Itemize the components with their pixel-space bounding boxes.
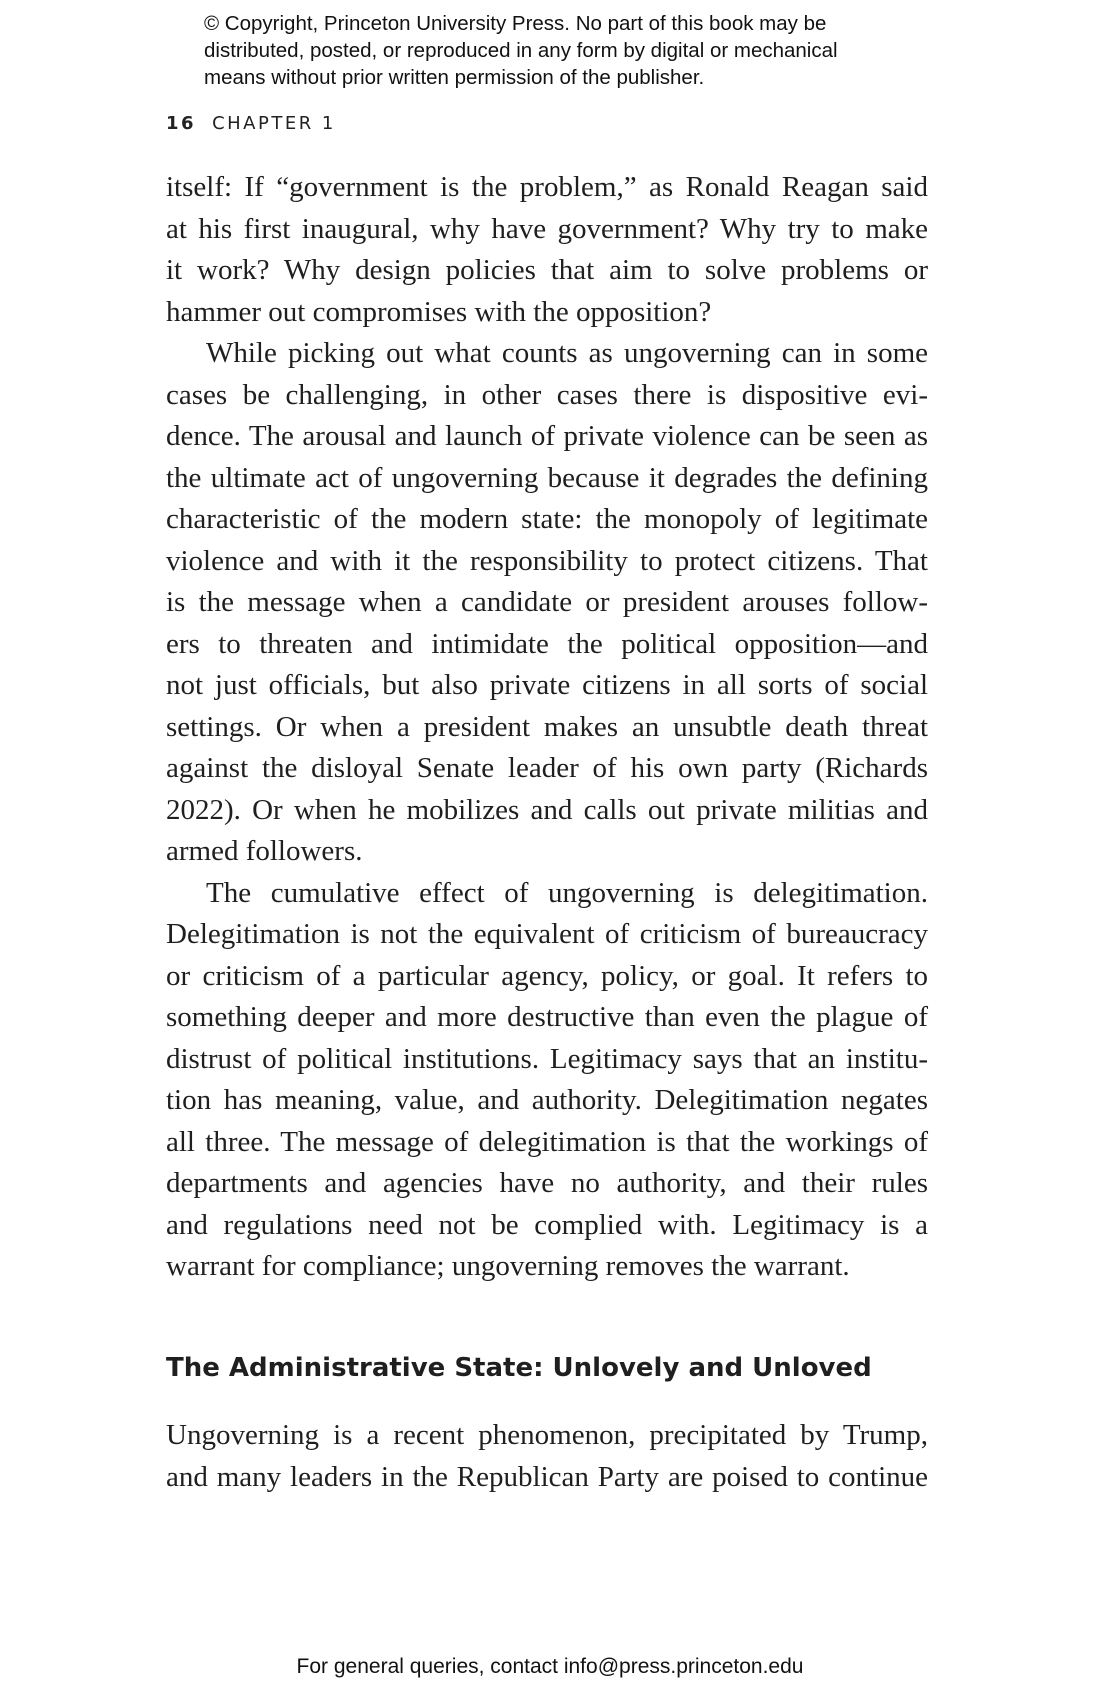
text-line: cases be challenging, in other cases there is dispositive evi- xyxy=(166,378,928,411)
text-line: at his first inaugural, why have government? Why try to make xyxy=(166,212,928,245)
section-body-text xyxy=(166,1415,928,1498)
body-text xyxy=(166,167,928,1288)
text-line: all three. The message of delegitimation is that the workings of xyxy=(166,1125,928,1158)
text-line: and many leaders in the Republican Party are poised to continue xyxy=(166,1460,928,1493)
text-line: Delegitimation is not the equivalent of criticism of bureaucracy xyxy=(166,918,928,950)
chapter-label: CHAPTER 1 xyxy=(212,113,336,134)
text-line: 2022). Or when he mobilizes and calls out private militias and xyxy=(166,793,928,826)
text-line: While picking out what counts as ungoverning can in some xyxy=(206,337,928,369)
text-line: departments and agencies have no authority, and their rules xyxy=(166,1167,928,1199)
copyright-line: distributed, posted, or reproduced in any form by digital or mechanical xyxy=(204,39,838,62)
text-line: tion has meaning, value, and authority. Delegitimation negates xyxy=(166,1084,928,1116)
text-line: ers to threaten and intimidate the political opposition—and xyxy=(166,627,928,660)
text-line: itself: If “government is the problem,” as Ronald Reagan said xyxy=(166,171,928,203)
page-number: 16 xyxy=(166,113,197,134)
text-line: the ultimate act of ungoverning because it degrades the defining xyxy=(166,461,928,494)
text-line: and regulations need not be complied with. Legitimacy is a xyxy=(166,1208,928,1241)
text-line: Ungoverning is a recent phenomenon, precipitated by Trump, xyxy=(166,1419,928,1451)
text-line: characteristic of the modern state: the monopoly of legitimate xyxy=(166,503,928,535)
text-line: not just officials, but also private citizens in all sorts of social xyxy=(166,669,928,701)
text-line: it work? Why design policies that aim to solve problems or xyxy=(166,254,928,286)
footer-contact: For general queries, contact info@press.princeton.edu xyxy=(296,1655,804,1678)
text-line: or criticism of a particular agency, policy, or goal. It refers to xyxy=(166,959,928,992)
text-line: distrust of political institutions. Legitimacy says that an institu- xyxy=(166,1042,928,1075)
text-line: The cumulative effect of ungoverning is delegitimation. xyxy=(206,876,928,909)
text-line: warrant for compliance; ungoverning removes the warrant. xyxy=(166,1250,850,1282)
copyright-notice xyxy=(204,10,924,91)
copyright-line: © Copyright, Princeton University Press. No part of this book may be xyxy=(204,12,827,35)
paragraph xyxy=(166,873,928,1288)
text-line: settings. Or when a president makes an unsubtle death threat xyxy=(166,710,928,743)
copyright-line: means without prior written permission of the publisher. xyxy=(204,66,705,89)
text-line: against the disloyal Senate leader of his own party (Richards xyxy=(166,752,928,784)
paragraph xyxy=(166,167,928,333)
paragraph xyxy=(166,333,928,873)
text-line: armed followers. xyxy=(166,835,363,867)
text-line: is the message when a candidate or president arouses follow- xyxy=(166,586,928,618)
text-line: dence. The arousal and launch of private violence can be seen as xyxy=(166,420,928,452)
running-head xyxy=(166,113,336,134)
text-line: something deeper and more destructive than even the plague of xyxy=(166,1001,928,1033)
text-line: violence and with it the responsibility to protect citizens. That xyxy=(166,544,928,577)
text-line: hammer out compromises with the opposition? xyxy=(166,295,712,328)
section-heading: The Administrative State: Unlovely and Unloved xyxy=(166,1353,872,1383)
